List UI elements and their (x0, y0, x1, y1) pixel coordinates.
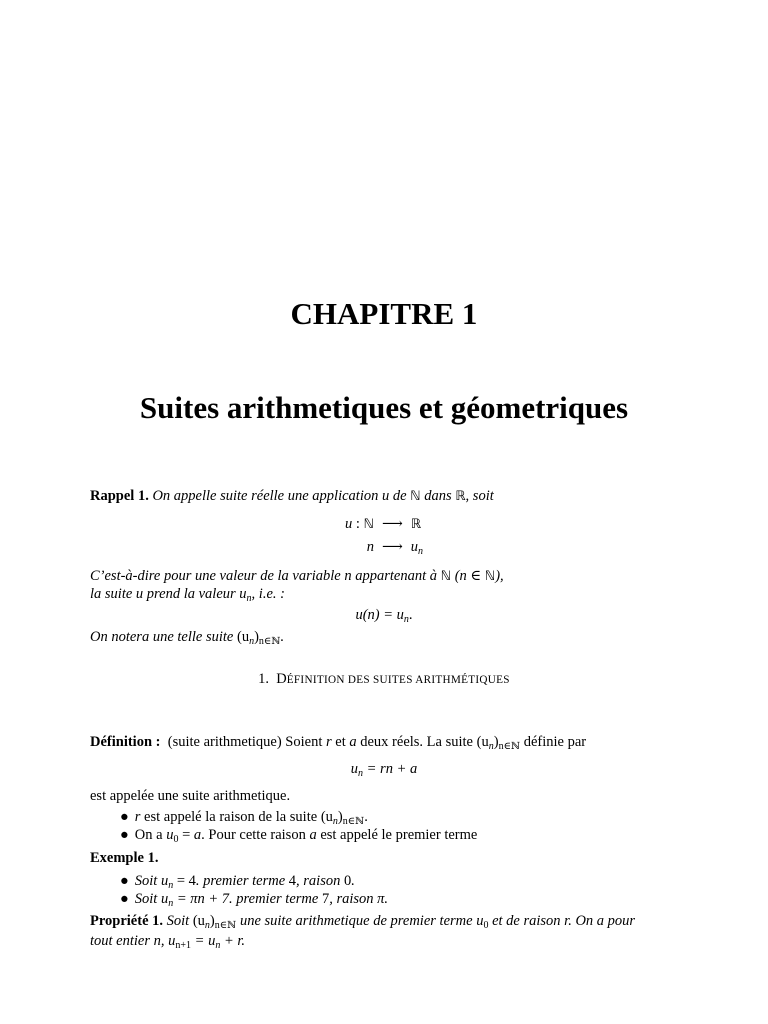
example-item (120, 872, 355, 890)
expression: = 4 (173, 873, 196, 889)
subscript-0: 0 (173, 834, 179, 845)
math-u: u (166, 827, 174, 843)
math-n: n (153, 933, 161, 949)
expression: = u (191, 933, 216, 949)
set-reals: ℝ (455, 489, 466, 504)
math-u: u (476, 913, 484, 929)
propriete-line1 (90, 912, 635, 930)
period: . (351, 873, 355, 889)
text: Soit (134, 891, 158, 907)
math-u: u (345, 516, 353, 532)
text: et de raison (492, 913, 561, 929)
value: π (377, 891, 385, 907)
formula-lhs: u (350, 761, 359, 777)
math-u: u (410, 539, 418, 555)
sequence-close: ) (254, 629, 259, 645)
math-a: a (349, 734, 357, 750)
text: Soit (166, 913, 190, 929)
definition-bullet (120, 808, 368, 826)
text: . On a pour (568, 913, 636, 929)
formula-rhs: = rn + a (363, 761, 418, 777)
math-u: u (168, 933, 176, 949)
subscript-n-in-N: n∈ℕ (258, 636, 281, 647)
text: ), (495, 568, 504, 584)
mapping-table (341, 513, 427, 559)
bullet-icon: ● (120, 873, 129, 889)
period: . (364, 809, 368, 825)
propriete-line2 (90, 932, 245, 950)
math-n: n (344, 568, 352, 584)
sequence-open: (u (476, 734, 489, 750)
subscript-n-in-N: n∈ℕ (214, 920, 237, 931)
mapping-codomain (407, 513, 427, 536)
text: est appelé le premier terme (320, 827, 478, 843)
element-of: ∈ (466, 568, 485, 584)
text: On notera une telle suite (90, 629, 234, 645)
math-u: u (160, 873, 169, 889)
math-r: r (326, 734, 332, 750)
definition-formula (0, 760, 768, 778)
definition-line (90, 733, 586, 751)
sequence-close: ) (493, 734, 499, 750)
mapping-row (341, 513, 427, 536)
section-title-rest: ÉFINITION DES SUITES ARITHMÉTIQUES (286, 674, 510, 686)
rappel-dans: dans (424, 488, 452, 504)
set-reals: ℝ (410, 517, 422, 532)
text: . premier terme (195, 873, 286, 889)
period: . (408, 607, 413, 623)
set-naturals: ℕ (440, 569, 452, 584)
set-naturals: ℕ (410, 489, 421, 504)
subscript-n-in-N: n∈ℕ (498, 741, 521, 752)
math-r: r (564, 913, 569, 929)
subscript-n: n (204, 920, 210, 931)
value: 7 (321, 891, 330, 907)
example-label: Exemple 1. (90, 850, 159, 866)
text: Soit (134, 873, 158, 889)
text: définie par (523, 734, 587, 750)
rappel-equation (0, 606, 768, 624)
mapping-display (0, 513, 768, 559)
bullet-icon: ● (120, 827, 129, 843)
math-u: u (160, 891, 169, 907)
subscript-n-in-N: n∈ℕ (342, 816, 365, 827)
text: la suite (90, 586, 133, 602)
propriete-label: Propriété 1. (90, 913, 164, 929)
text: . premier terme (229, 891, 319, 907)
rappel-line1 (90, 567, 504, 586)
expression-end: + r. (220, 933, 246, 949)
subscript-n: n (488, 741, 494, 752)
rappel-notation: On notera une telle suite $(u_n)_{n\in ℕ}$. (90, 629, 285, 647)
mapping-arrow: ⟶ (381, 539, 403, 555)
text: On a (134, 827, 163, 843)
sequence-open: (u (192, 913, 205, 929)
text: deux réels. La suite (360, 734, 473, 750)
definition-after: est appelée une suite arithmetique. (90, 788, 291, 804)
math-n: n (459, 568, 467, 584)
definition-bullet: ● On a $u_0 = a$. Pour cette raison a est appelé le premier terme (120, 827, 478, 845)
rappel-line2 (90, 585, 285, 603)
subscript-n: n (332, 816, 338, 827)
chapter-label: CHAPITRE 1 (290, 296, 478, 331)
math-a: a (193, 827, 202, 843)
value: 0 (343, 873, 352, 889)
subscript-n: n (358, 768, 364, 779)
mapping-arrow: ⟶ (381, 516, 403, 532)
math-u: u (135, 586, 144, 602)
set-naturals: ℕ (363, 517, 374, 532)
text: , i.e. : (251, 586, 285, 602)
subscript-0: 0 (483, 920, 489, 931)
text: prend la valeur (146, 586, 236, 602)
text: est appelé la raison de la suite (144, 809, 318, 825)
text: une suite arithmetique de premier terme (239, 913, 473, 929)
sequence-close: ) (337, 809, 343, 825)
section-number: 1. (258, 671, 270, 687)
bullet-icon: ● (120, 891, 129, 907)
rappel-soit: , soit (465, 488, 494, 504)
chapter-title: Suites arithmetiques et géometriques (139, 390, 629, 425)
section-heading (0, 671, 768, 688)
text: , raison (296, 873, 341, 889)
text: , raison (329, 891, 374, 907)
mapping-row (341, 536, 427, 559)
text: C’est-à-dire pour une valeur de la variable (90, 568, 341, 584)
text: ( (454, 568, 460, 584)
text: appartenant à (355, 568, 438, 584)
math-n: n (366, 539, 374, 555)
subscript-n: n (246, 593, 252, 604)
sequence-open: (u (236, 629, 250, 645)
value: 4 (288, 873, 297, 889)
math-u: u (381, 488, 390, 504)
text: , (160, 933, 165, 949)
rappel-intro-text: On appelle suite réelle une application (152, 488, 379, 504)
sequence-close: ) (209, 913, 215, 929)
sequence-open: (u (320, 809, 333, 825)
math-a: a (309, 827, 317, 843)
subscript-n: n (168, 898, 174, 909)
text: (suite arithmetique) Soient (167, 734, 323, 750)
subscript-n: n (168, 880, 174, 891)
subscript-n: n (418, 546, 423, 557)
rappel-intro (90, 487, 494, 506)
subscript-n-plus-1: n+1 (175, 940, 192, 951)
subscript-n: n (403, 614, 409, 625)
expression: = πn + 7 (173, 891, 230, 907)
bullet-icon: ● (120, 809, 129, 825)
subscript-n: n (215, 940, 221, 951)
mapping-domain (341, 513, 378, 536)
text: et (335, 734, 346, 750)
colon: : (352, 516, 364, 532)
section-title-first: D (276, 671, 287, 687)
definition-label: Définition : (90, 734, 161, 750)
period: . (384, 891, 389, 907)
example-item (120, 890, 388, 908)
rappel-de: de (392, 488, 407, 504)
equation: u(n) = u (355, 607, 404, 623)
math-u: u (239, 586, 247, 602)
subscript-n: n (249, 636, 255, 647)
mapping-input (341, 536, 378, 559)
rappel-label: Rappel 1. (90, 488, 149, 504)
math-r: r (134, 809, 141, 825)
mapping-output (407, 536, 427, 559)
text: . Pour cette raison (201, 827, 306, 843)
text: tout entier (90, 933, 151, 949)
set-naturals: ℕ (484, 569, 496, 584)
